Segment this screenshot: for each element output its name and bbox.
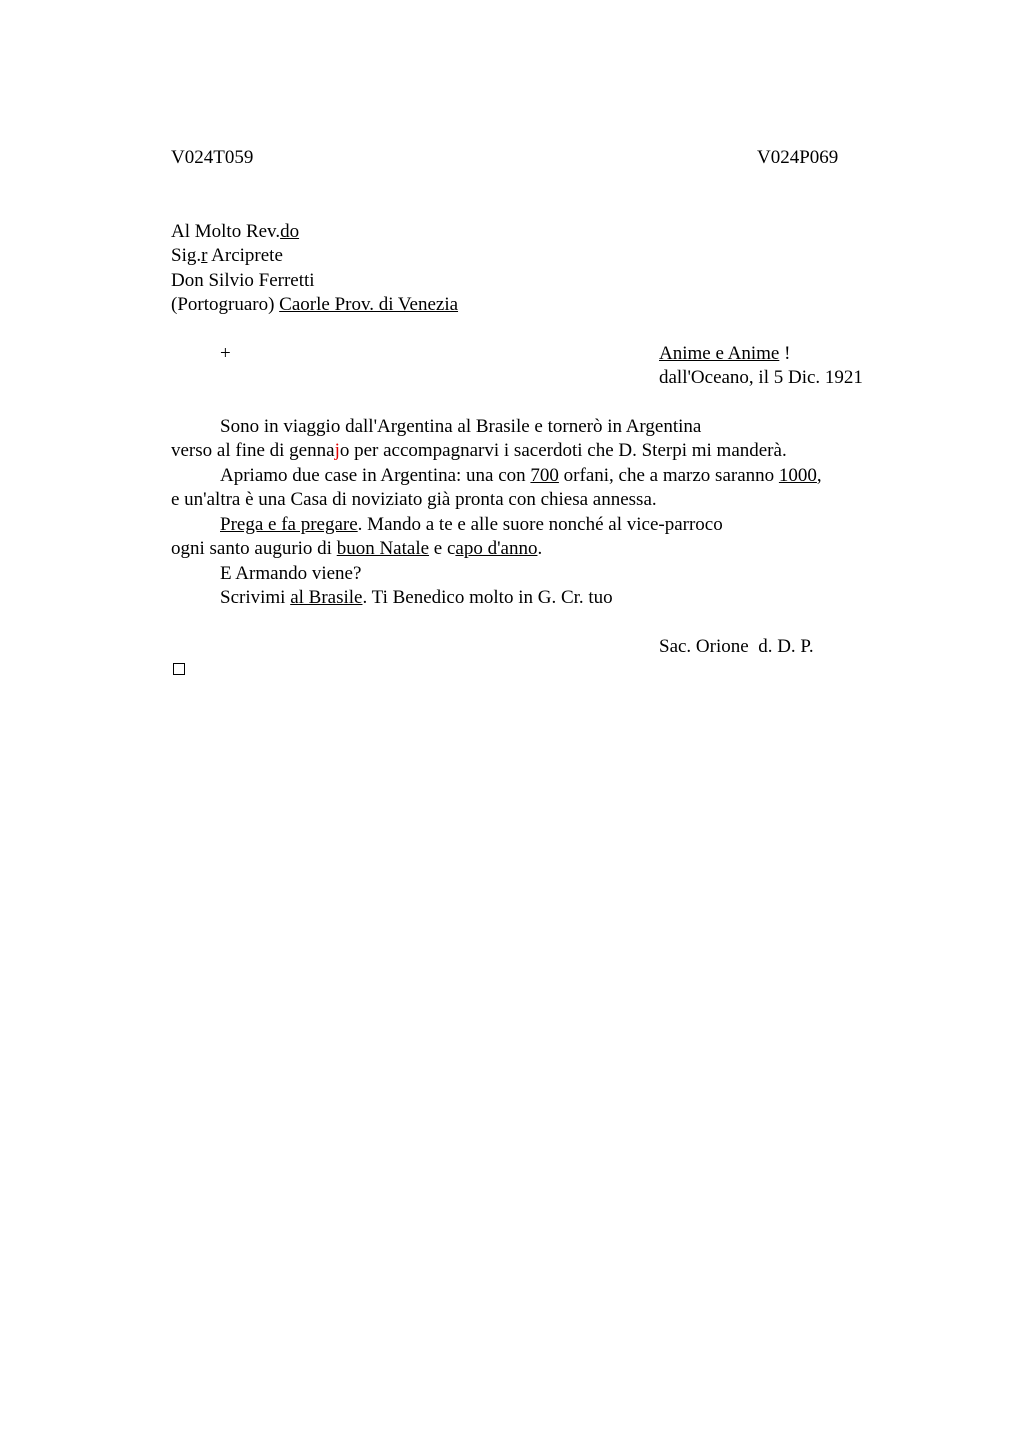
text-fragment: Scrivimi <box>220 587 291 608</box>
body-paragraph-3-line-1 <box>220 513 723 537</box>
address-line-2-underlined: r <box>201 245 208 266</box>
address-line-2-rest: Arciprete <box>207 245 283 266</box>
address-line-4-underlined: Caorle Prov. di Venezia <box>279 294 459 315</box>
text-fragment: Apriamo due case in Argentina: una con <box>220 465 531 486</box>
address-line-1 <box>171 220 299 244</box>
underlined-phrase: buon Natale <box>336 538 430 559</box>
body-paragraph-4: E Armando viene? <box>220 563 362 584</box>
text-fragment: e c <box>429 538 456 559</box>
address-line-4 <box>171 293 458 317</box>
address-line-2 <box>171 244 283 268</box>
motto-underlined: Anime e Anime <box>659 343 780 364</box>
underlined-number: 1000 <box>778 465 817 486</box>
underlined-phrase: Prega e fa pregare <box>220 514 358 535</box>
motto-rest: ! <box>779 343 791 364</box>
underlined-phrase: al Brasile <box>290 587 363 608</box>
body-paragraph-1-line-2 <box>171 439 787 463</box>
address-line-1-text: Al Molto Rev. <box>171 221 281 242</box>
body-paragraph-2-line-2: e un'altra è una Casa di noviziato già pronta con chiesa annessa. <box>171 489 657 510</box>
motto <box>659 342 790 366</box>
underlined-number: 700 <box>530 465 559 486</box>
address-line-4-text: (Portogruaro) <box>171 294 280 315</box>
cross-symbol: + <box>220 343 231 364</box>
document-code-right: V024P069 <box>757 147 839 168</box>
body-paragraph-3-line-2 <box>171 537 542 561</box>
text-fragment: . Mando a te e alle suore nonché al vice-parroco <box>357 514 723 535</box>
place-date: dall'Oceano, il 5 Dic. 1921 <box>659 367 863 388</box>
address-line-1-underlined: do <box>280 221 300 242</box>
text-fragment: orfani, che a marzo saranno <box>558 465 779 486</box>
text-fragment: . Ti Benedico molto in G. Cr. tuo <box>362 587 613 608</box>
text-fragment: . <box>537 538 543 559</box>
underlined-phrase: apo d'anno <box>455 538 538 559</box>
body-paragraph-5 <box>220 586 613 610</box>
end-marker-box <box>173 663 185 675</box>
address-line-2-text: Sig. <box>171 245 202 266</box>
red-correction-letter: j <box>334 440 340 461</box>
text-fragment: , <box>816 465 822 486</box>
body-paragraph-1-line-1: Sono in viaggio dall'Argentina al Brasile e tornerò in Argentina <box>220 416 702 437</box>
signature: Sac. Orione d. D. P. <box>659 636 814 657</box>
document-code-left: V024T059 <box>171 147 254 168</box>
text-fragment: verso al fine di genna <box>171 440 335 461</box>
text-fragment: ogni santo augurio di <box>171 538 337 559</box>
body-paragraph-2-line-1 <box>220 464 822 488</box>
address-line-3: Don Silvio Ferretti <box>171 270 315 291</box>
text-fragment: o per accompagnarvi i sacerdoti che D. Sterpi mi manderà. <box>339 440 787 461</box>
